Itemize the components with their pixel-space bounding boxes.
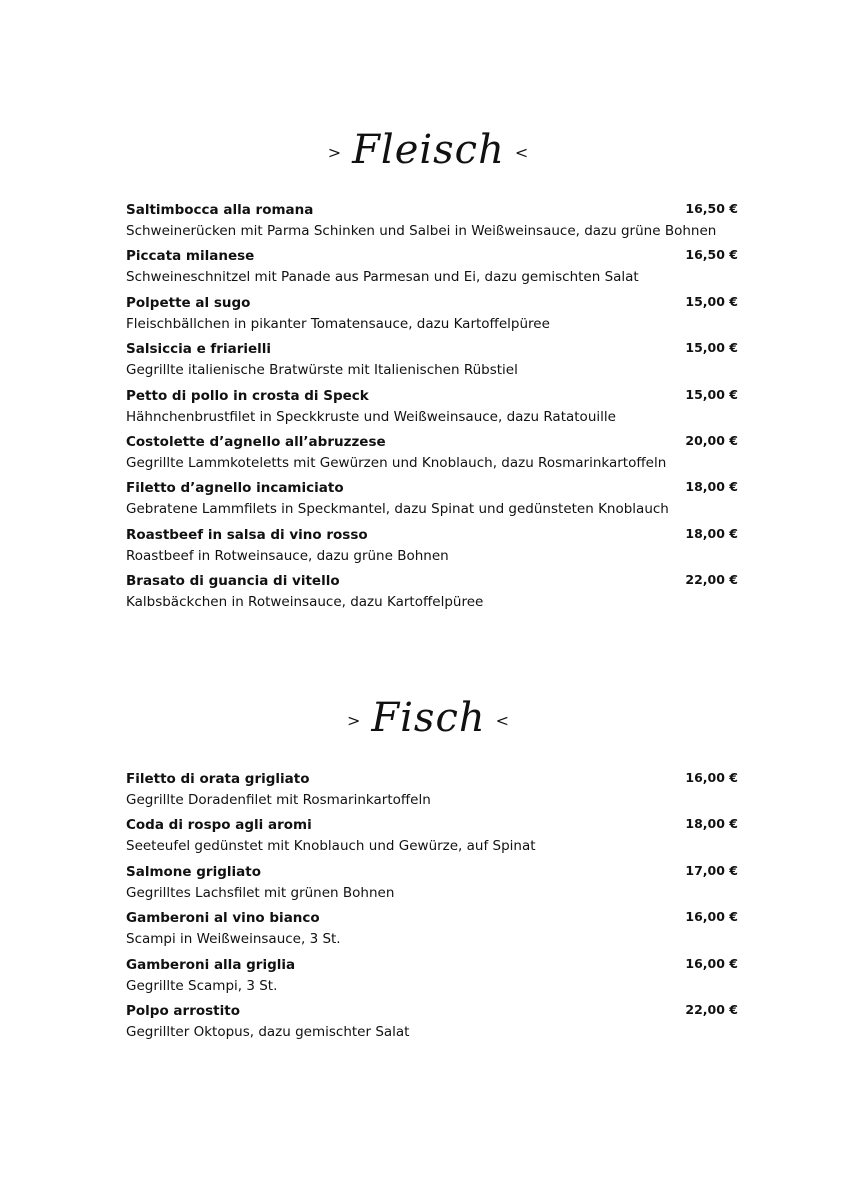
menu-item-header xyxy=(126,522,738,545)
menu-item-header xyxy=(126,197,738,220)
dish-description: Gegrillte italienische Bratwürste mit Italienischen Rübstiel xyxy=(126,362,518,379)
dish-price: 18,00 € xyxy=(685,479,738,495)
menu-item xyxy=(126,568,738,614)
dish-price: 15,00 € xyxy=(685,340,738,356)
section-heading: Fleisch xyxy=(352,127,505,173)
dish-description: Seeteufel gedünstet mit Knoblauch und Gewürze, auf Spinat xyxy=(126,838,536,855)
dish-description: Schweinerücken mit Parma Schinken und Salbei in Weißweinsauce, dazu grüne Bohnen xyxy=(126,223,717,239)
dish-price: 16,50 € xyxy=(685,247,738,263)
menu-item xyxy=(126,905,738,951)
menu-item xyxy=(126,290,738,336)
dish-description: Gegrilltes Lachsfilet mit grünen Bohnen xyxy=(126,884,395,901)
dish-description: Fleischbällchen in pikanter Tomatensauce, dazu Kartoffelpüree xyxy=(126,315,550,332)
menu-item-header xyxy=(126,475,738,498)
menu-item-header xyxy=(126,766,738,789)
menu-item xyxy=(126,998,738,1044)
ornament-right: < xyxy=(514,143,530,162)
menu-item xyxy=(126,952,738,998)
dish-name: Petto di pollo in crosta di Speck xyxy=(126,387,369,404)
dish-price: 18,00 € xyxy=(685,816,738,832)
dish-description: Schweineschnitzel mit Panade aus Parmesan und Ei, dazu gemischten Salat xyxy=(126,269,639,286)
dish-price: 16,00 € xyxy=(685,909,738,925)
dish-price: 16,00 € xyxy=(685,770,738,785)
dish-name: Saltimbocca alla romana xyxy=(126,202,314,218)
dish-name: Salsiccia e friarielli xyxy=(126,341,272,358)
dish-name: Costolette d’agnello all’abruzzese xyxy=(126,433,386,450)
dish-price: 18,00 € xyxy=(685,525,738,541)
menu-item-header xyxy=(126,812,738,835)
section-heading: Fisch xyxy=(371,695,486,741)
menu-item-header xyxy=(126,336,738,359)
ornament-left: > xyxy=(327,143,343,162)
dish-name: Coda di rospo agli aromi xyxy=(126,817,312,834)
dish-description: Gebratene Lammfilets in Speckmantel, dazu Spinat und gedünsteten Knoblauch xyxy=(126,501,669,518)
menu-item-header xyxy=(126,952,738,975)
dish-description: Gegrillter Oktopus, dazu gemischter Salat xyxy=(126,1023,410,1040)
menu-item-header xyxy=(126,905,738,928)
dish-name: Piccata milanese xyxy=(126,248,255,265)
dish-name: Polpo arrostito xyxy=(126,1002,240,1019)
dish-price: 15,00 € xyxy=(685,293,738,309)
dish-name: Brasato di guancia di vitello xyxy=(126,573,340,590)
menu-item xyxy=(126,243,738,289)
menu-item-header xyxy=(126,383,738,406)
menu-item xyxy=(126,383,738,429)
dish-price: 15,00 € xyxy=(685,386,738,402)
menu-item xyxy=(126,475,738,521)
menu-item-header xyxy=(126,429,738,452)
dish-name: Gamberoni al vino bianco xyxy=(126,910,320,927)
menu-list-fisch xyxy=(126,766,738,1044)
menu-item xyxy=(126,197,738,243)
dish-description: Gegrillte Scampi, 3 St. xyxy=(126,977,278,994)
menu-item xyxy=(126,336,738,382)
dish-name: Filetto d’agnello incamiciato xyxy=(126,480,344,497)
dish-price: 20,00 € xyxy=(685,432,738,448)
section-title-fleisch xyxy=(0,125,857,178)
menu-item-header xyxy=(126,568,738,591)
dish-description: Kalbsbäckchen in Rotweinsauce, dazu Kartoffelpüree xyxy=(126,594,484,611)
menu-item-header xyxy=(126,290,738,313)
section-title-fisch xyxy=(0,693,857,746)
menu-item-header xyxy=(126,998,738,1021)
dish-name: Gamberoni alla griglia xyxy=(126,956,296,973)
dish-description: Scampi in Weißweinsauce, 3 St. xyxy=(126,931,341,948)
dish-description: Gegrillte Lammkoteletts mit Gewürzen und Knoblauch, dazu Rosmarinkartoffeln xyxy=(126,454,667,471)
menu-item xyxy=(126,522,738,568)
dish-description: Roastbeef in Rotweinsauce, dazu grüne Bohnen xyxy=(126,547,449,564)
dish-name: Salmone grigliato xyxy=(126,863,261,880)
menu-item xyxy=(126,859,738,905)
dish-description: Gegrillte Doradenfilet mit Rosmarinkartoffeln xyxy=(126,792,431,808)
ornament-left: > xyxy=(346,711,362,730)
dish-price: 22,00 € xyxy=(685,1001,738,1017)
menu-item xyxy=(126,429,738,475)
dish-description: Hähnchenbrustfilet in Speckkruste und Weißweinsauce, dazu Ratatouille xyxy=(126,408,616,425)
dish-name: Roastbeef in salsa di vino rosso xyxy=(126,526,368,543)
menu-item xyxy=(126,812,738,858)
dish-price: 17,00 € xyxy=(685,862,738,878)
dish-price: 16,00 € xyxy=(685,955,738,971)
ornament-right: < xyxy=(495,711,511,730)
menu-item-header xyxy=(126,859,738,882)
dish-price: 16,50 € xyxy=(685,201,738,216)
dish-name: Polpette al sugo xyxy=(126,294,251,311)
dish-price: 22,00 € xyxy=(685,572,738,588)
menu-item xyxy=(126,766,738,812)
dish-name: Filetto di orata grigliato xyxy=(126,771,310,787)
menu-list-fleisch xyxy=(126,197,738,615)
menu-item-header xyxy=(126,243,738,266)
